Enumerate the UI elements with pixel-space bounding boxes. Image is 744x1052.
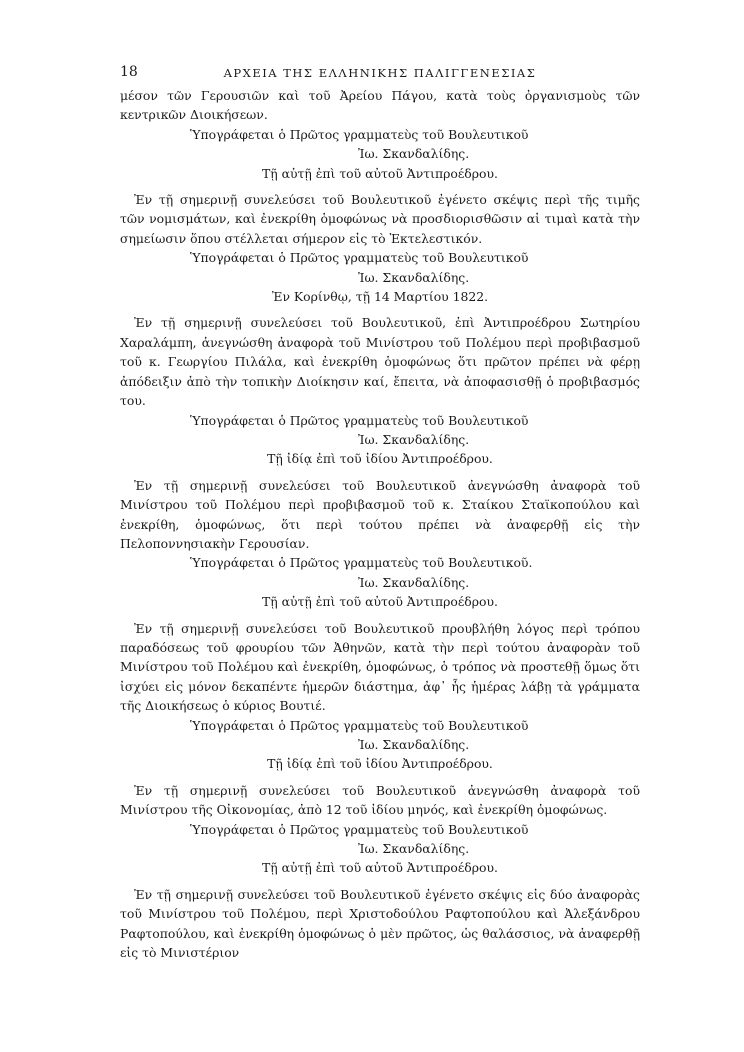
signature-name: Ἰω. Σκανδαλίδης. xyxy=(358,737,470,752)
signature-name: Ἰω. Σκανδαλίδης. xyxy=(358,146,470,162)
running-title: ΑΡΧΕΙΑ ΤΗΣ ΕΛΛΗΝΙΚΗΣ ΠΑΛΙΓΓΕΝΕΣΙΑΣ xyxy=(223,66,537,80)
signature-line: Ὑπογράφεται ὁ Πρῶτος γραμματεὺς τοῦ Βουλευτικοῦ xyxy=(190,717,529,733)
entry-heading: Τῇ αὐτῇ ἐπὶ τοῦ αὐτοῦ Ἀντιπροέδρου. xyxy=(262,594,498,610)
entry-paragraph: Ἐν τῇ σημερινῇ συνελεύσει τοῦ Βουλευτικοῦ προυβλήθη λόγος περὶ τρόπου παραδόσεως τοῦ φρουρίου τῶν Ἀθηνῶν, κατὰ τὴν περὶ τούτου ἀναφορὰν τοῦ Μινίστρου τοῦ Πολέμου καὶ ἐνεκρίθη, ὁμοφώνως, ὁ τρόπος νὰ προστεθῇ ὅμως ὅτι ἰσχύει εἰς μόνον δεκαπέντε ἡμερῶν διάστημα, ἀφ᾽ ἧς ἡμέρας λάβῃ τὰ γράμματα τῆς Διοικήσεως ὁ κύριος Βουτιέ. xyxy=(120,620,640,714)
signature-name: Ἰω. Σκανδαλίδης. xyxy=(358,269,470,285)
date-heading: Ἐν Κορίνθῳ, τῇ 14 Μαρτίου 1822. xyxy=(271,289,489,305)
signature-line: Ὑπογράφεται ὁ Πρῶτος γραμματεὺς τοῦ Βουλευτικοῦ xyxy=(190,821,529,837)
signature-line: Ὑπογράφεται ὁ Πρῶτος γραμματεὺς τοῦ Βουλευτικοῦ xyxy=(190,412,529,428)
page-number: 18 xyxy=(120,64,138,80)
body-text xyxy=(120,86,640,962)
entry-heading: Τῇ αὐτῇ ἐπὶ τοῦ αὐτοῦ Ἀντιπροέδρου. xyxy=(262,165,498,181)
signature-line: Ὑπογράφεται ὁ Πρῶτος γραμματεὺς τοῦ Βουλευτικοῦ xyxy=(190,126,529,142)
entry-paragraph: Ἐν τῇ σημερινῇ συνελεύσει τοῦ Βουλευτικοῦ ἀνεγνώσθη ἀναφορὰ τοῦ Μινίστρου τοῦ Πολέμου περὶ προβιβασμοῦ τοῦ κ. Σταίκου Σταϊκοπούλου καὶ ἐνεκρίθη, ὁμοφώνως, ὅτι περὶ τούτου πρέπει νὰ ἀναφερθῇ εἰς τὴν Πελοποννησιακὴν Γερουσίαν. xyxy=(120,477,640,551)
entry-paragraph: Ἐν τῇ σημερινῇ συνελεύσει τοῦ Βουλευτικοῦ ἀνεγνώσθη ἀναφορὰ τοῦ Μινίστρου τῆς Οἰκονομίας, ἀπὸ 12 τοῦ ἰδίου μηνός, καὶ ἐνεκρίθη ὁμοφώνως. xyxy=(120,782,640,818)
entry-paragraph: Ἐν τῇ σημερινῇ συνελεύσει τοῦ Βουλευτικοῦ ἐγένετο σκέψις περὶ τῆς τιμῆς τῶν νομισμάτων, καὶ ἐνεκρίθη ὁμοφώνως νὰ προσδιορισθῶσιν αἱ τιμαὶ κατὰ τὴν σημείωσιν ὅπου στέλλεται σήμερον εἰς τὸ Ἐκτελεστικόν. xyxy=(120,192,640,246)
signature-line: Ὑπογράφεται ὁ Πρῶτος γραμματεὺς τοῦ Βουλευτικοῦ. xyxy=(190,555,533,571)
signature-name: Ἰω. Σκανδαλίδης. xyxy=(358,574,470,590)
signature-name: Ἰω. Σκανδαλίδης. xyxy=(358,841,470,857)
entry-heading: Τῇ αὐτῇ ἐπὶ τοῦ αὐτοῦ Ἀντιπροέδρου. xyxy=(262,860,498,876)
entry-heading: Τῇ ἰδίᾳ ἐπὶ τοῦ ἰδίου Ἀντιπροέδρου. xyxy=(267,451,493,467)
continuation-paragraph: μέσον τῶν Γερουσιῶν καὶ τοῦ Ἀρείου Πάγου, κατὰ τοὺς ὀργανισμοὺς τῶν κεντρικῶν Διοικήσεων. xyxy=(120,88,640,123)
signature-name: Ἰω. Σκανδαλίδης. xyxy=(358,431,470,447)
entry-heading: Τῇ ἰδίᾳ ἐπὶ τοῦ ἰδίου Ἀντιπροέδρου. xyxy=(267,756,493,772)
entry-paragraph: Ἐν τῇ σημερινῇ συνελεύσει τοῦ Βουλευτικοῦ, ἐπὶ Ἀντιπροέδρου Σωτηρίου Χαραλάμπη, ἀνεγνώσθη ἀναφορὰ τοῦ Μινίστρου τοῦ Πολέμου περὶ προβιβασμοῦ τοῦ κ. Γεωργίου Πιλάλα, καὶ ἐνεκρίθη ὁμοφώνως ὅτι πρῶτον πρέπει νὰ φέρῃ ἀπόδειξιν ἀπὸ τὴν τοπικὴν Διοίκησιν καί, ἔπειτα, νὰ ἀποφασισθῇ ὁ προβιβασμός του. xyxy=(120,315,640,409)
signature-line: Ὑπογράφεται ὁ Πρῶτος γραμματεὺς τοῦ Βουλευτικοῦ xyxy=(190,250,529,266)
page-header xyxy=(120,64,640,82)
entry-paragraph: Ἐν τῇ σημερινῇ συνελεύσει τοῦ Βουλευτικοῦ ἐγένετο σκέψις εἰς δύο ἀναφορὰς τοῦ Μινίστρου τοῦ Πολέμου, περὶ Χριστοδούλου Ραφτοπούλου καὶ Ἀλεξάνδρου Ραφτοπούλου, καὶ ἐνεκρίθη ὁμοφώνως ὁ μὲν πρῶτος, ὡς θαλάσσιος, νὰ ἀναφερθῇ εἰς τὸ Μινιστέριον xyxy=(120,886,640,961)
